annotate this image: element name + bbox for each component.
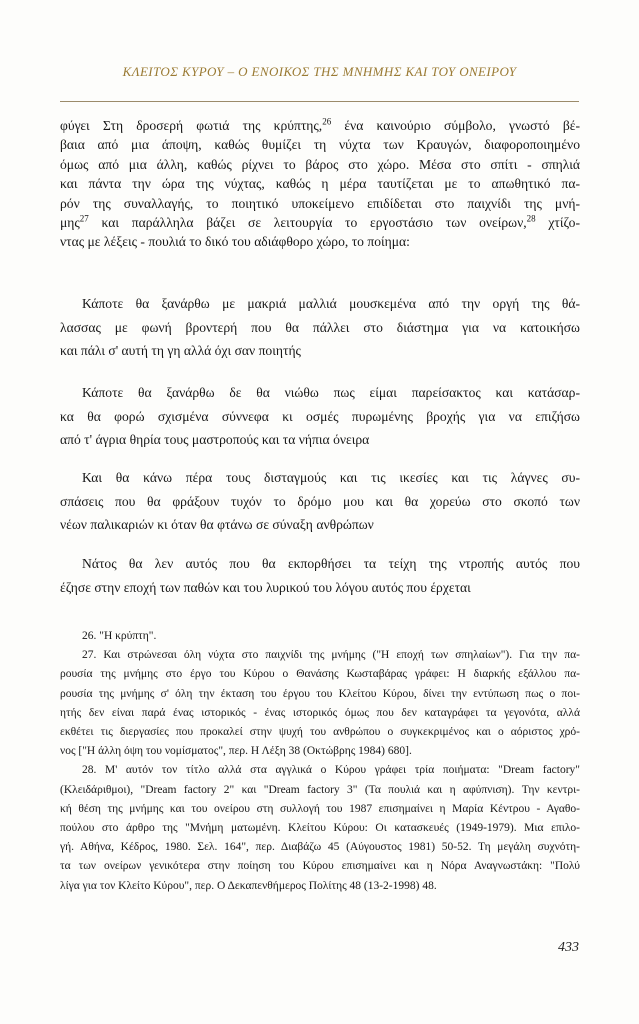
poem-line: από τ' άγρια θηρία τους μαστροπούς και τα νήπια όνειρα [60, 432, 370, 447]
body-line: μης$^{27}$ και παράλληλα βάζει σε λειτουργία το εργοστάσιο των ονείρων,$^{28}$ χτίζο- [60, 213, 580, 231]
poem-stanza-4 [60, 552, 580, 599]
poem-line: σπάσεις που θα φράξουν τυχόν το δρόμο μου και θα χορεύω στο σκοπό των [60, 493, 580, 509]
running-header: ΚΛΕΙΤΟΣ ΚΥΡΟΥ – Ο ΕΝΟΙΚΟΣ ΤΗΣ ΜΝΗΜΗΣ ΚΑΙ ΤΟΥ ΟΝΕΙΡΟΥ [122, 64, 517, 79]
footnote-27-line: ρουσία της μνήμης σ' όλη την έκταση του έργου του Κλείτου Κύρου, δίνει την εντύπωση πως ο ποι- [60, 687, 580, 700]
footnote-27-line: ητής δεν είναι παρά ένας ιστορικός - ένας ιστορικός όμως που δεν καταγράφει τα γεγονότα, αλλά [60, 706, 580, 719]
footnote-28-line: 28. Μ' αυτόν τον τίτλο αλλά στα αγγλικά ο Κύρου γράφει τρία ποιήματα: "Dream factory" [82, 764, 580, 777]
poem-stanza-2 [60, 381, 580, 452]
body-line: και πάντα την ώρα της νύχτας, καθώς η μέρα ταυτίζεται με το απωθητικό πα- [60, 176, 580, 192]
footnote-27-line: εκθέτει τις διεργασίες που προκαλεί στην ψυχή του ανθρώπου ο συγκεκριμένος και ο αόριστος χρό- [60, 726, 580, 739]
poem-line: Και θα κάνω πέρα τους δισταγμούς και τις ικεσίες και τις λάγνες συ- [82, 470, 580, 485]
footnote-28-line: γή. Αθήνα, Κέδρος, 1980. Σελ. 164", περ. Διαβάζω 45 (Αύγουστος 1981) 50-52. Τη μεγάλη συχνότη- [60, 841, 580, 854]
footnote-mark[interactable]: 28 [526, 213, 536, 224]
footnote-26: 26. "Η κρύπτη". [82, 630, 157, 642]
poem-line: έζησε στην εποχή των παθών και του λυρικού του λόγου αυτός που έρχεται [60, 579, 471, 595]
footnote-27-line: 27. Και στρώνεσαι όλη νύχτα στο παιχνίδι της μνήμης ("Η εποχή των σπηλαίων"). Για την πα- [82, 649, 580, 662]
poem-line: Κάποτε θα ξανάρθω δε θα νιώθω πως είμαι παρείσακτος και κατάσαρ- [82, 385, 580, 400]
footnote-mark[interactable]: 26 [322, 116, 332, 127]
poem-line: νέων παλικαριών κι όταν θα φτάνω σε σύναξη ανθρώπων [60, 517, 374, 532]
footnote-28-line: λίγα για τον Κλείτο Κύρου", περ. Ο Δεκαπενθήμερος Πολίτης 48 (13-2-1998) 48. [60, 879, 437, 892]
poem-line: Κάποτε θα ξανάρθω με μακριά μαλλιά μουσκεμένα από την οργή της θά- [82, 296, 580, 311]
poem-line: κα θα φορώ σχισμένα σύννεφα κι οσμές πυρωμένης βροχής για να επιζήσω [60, 408, 580, 424]
body-line: ρόν της συναλλαγής, το ποιητικό υποκείμενο επιδίδεται στο παιχνίδι της μνή- [60, 195, 580, 211]
poem-line: και πάλι σ' αυτή τη γη αλλά όχι σαν ποιητής [60, 343, 301, 358]
footnotes [60, 627, 580, 896]
page-number: 433 [558, 940, 579, 955]
body-line: όμως από μια άλλη, καθώς ρίχνει το βάρος στο χώρο. Μέσα στο σπίτι - σπηλιά [60, 156, 580, 172]
footnote-mark[interactable]: 27 [79, 213, 89, 224]
body-line: φύγει Στη δροσερή φωτιά της κρύπτης,$^{26}$ ένα καινούριο σύμβολο, γνωστό βέ- [60, 116, 581, 133]
body-line: ντας με λέξεις - πουλιά το δικό του αδιάφθορο χώρο, το ποίημα: [60, 234, 410, 250]
body-line: βαια από μια άποψη, καθώς θυμίζει τη νύχτα των Κραυγών, διαφοροποιημένο [60, 137, 580, 153]
footnote-28-line: τα των ονείρων γενικότερα στην ποίηση του Κύρου επισημαίνει και η Νόρα Αναγνωστάκη: "Πολύ [60, 860, 580, 873]
body-paragraph [60, 116, 580, 252]
footnote-28-line: (Κλειδάριθμοι), "Dream factory 2" και "Dream factory 3" (Τα πουλιά και η αφύπνιση). Την κεντρι- [60, 783, 580, 796]
header-rule [60, 101, 579, 102]
footnote-28-line: κή θέση της μνήμης και του ονείρου στη συλλογή του 1987 επισημαίνει η Μαρία Κέντρου - Αγαθο- [60, 802, 580, 815]
footnote-28-line: πούλου στο άρθρο της "Μνήμη ματωμένη. Κλείτου Κύρου: Οι κατασκευές (1949-1979). Μια επιλο- [60, 822, 580, 835]
poem-line: λασσας με φωνή βροντερή που θα πάλλει στο διάστημα για να κατοικήσω [60, 319, 580, 335]
poem-stanza-1 [60, 292, 580, 363]
footnote-27-line: ρουσία της μνήμης στο έργο του Κύρου ο Θανάσης Κωσταβάρας γράφει: Η διαρκής εξάλλου πα- [60, 668, 580, 681]
poem-line: Νάτος θα λεν αυτός που θα εκπορθήσει τα τείχη της ντροπής αυτός που [82, 556, 580, 571]
footnote-27-line: νος ["Η άλλη όψη του νομίσματος", περ. Η Λέξη 38 (Οκτώβρης 1984) 680]. [60, 745, 412, 758]
poem-stanza-3 [60, 466, 580, 537]
